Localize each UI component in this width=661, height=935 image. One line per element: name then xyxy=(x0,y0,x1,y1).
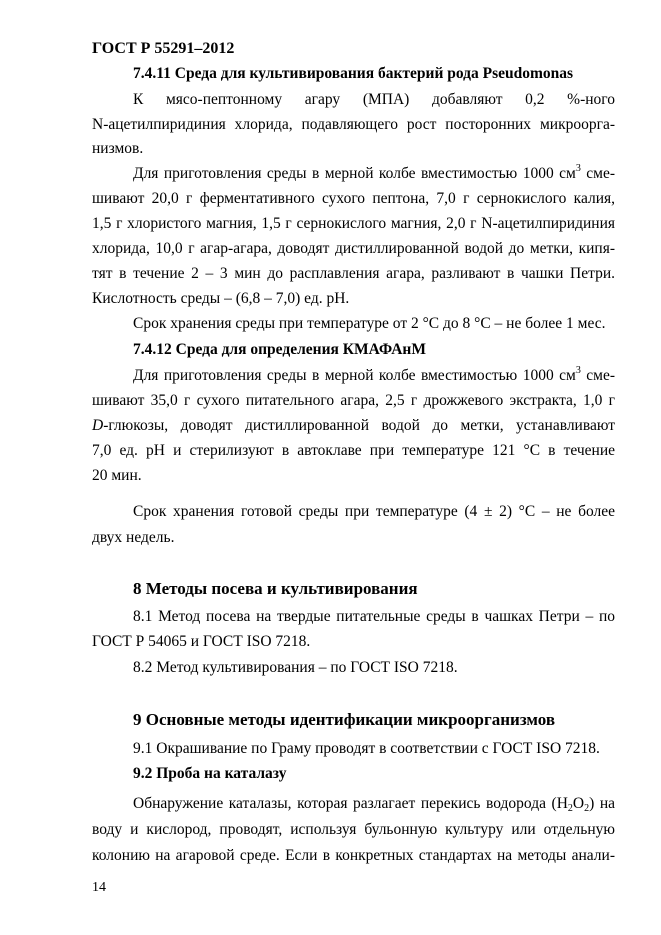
paragraph-line: ГОСТ Р 54065 и ГОСТ ISO 7218. xyxy=(92,633,311,650)
text-span: сме- xyxy=(580,165,615,182)
text-span: Обнаружение каталазы, которая разлагает перекись водорода (Н xyxy=(133,795,568,812)
text-span: Для приготовления среды в мерной колбе вместимостью 1000 см xyxy=(133,165,576,182)
paragraph-line: К мясо-пептонному агару (МПА) добавляют 0,2 %-ного xyxy=(133,91,615,108)
paragraph-line: 8.2 Метод культивирования – по ГОСТ ISO 7218. xyxy=(133,659,458,676)
paragraph-line: 7,0 ед. рН и стерилизуют в автоклаве при температуре 121 °С в течение xyxy=(92,442,615,459)
paragraph-line: 8.1 Метод посева на твердые питательные среды в чашках Петри – по xyxy=(133,608,615,625)
paragraph-line xyxy=(133,164,615,184)
text-span: ) на xyxy=(589,795,615,812)
section-heading-8: 8 Методы посева и культивирования xyxy=(133,579,418,598)
paragraph-line: 1,5 г хлористого магния, 1,5 г сернокислого магния, 2,0 г N-ацетилпиридиния xyxy=(92,215,615,232)
paragraph-line: колонию на агаровой среде. Если в конкретных стандартах на методы анали- xyxy=(92,847,615,864)
paragraph-line: Срок хранения среды при температуре от 2 °С до 8 °С – не более 1 мес. xyxy=(133,315,606,332)
italic-text: D xyxy=(92,417,104,434)
paragraph-line: шивают 35,0 г сухого питательного агара, 2,5 г дрожжевого экстракта, 1,0 г xyxy=(92,392,615,409)
paragraph-line: воду и кислород, проводят, используя бульонную культуру или отдельную xyxy=(92,821,615,838)
section-heading-7-4-11: 7.4.11 Среда для культивирования бактерий рода Pseudomonas xyxy=(133,65,574,82)
section-heading-9: 9 Основные методы идентификации микроорганизмов xyxy=(133,710,556,729)
paragraph-line: Срок хранения готовой среды при температуре (4 ± 2) °С – не более xyxy=(133,503,615,520)
page-number: 14 xyxy=(92,880,106,895)
subscript: 2 xyxy=(567,803,573,814)
paragraph-line xyxy=(133,366,615,386)
paragraph-line: 9.1 Окрашивание по Граму проводят в соответствии с ГОСТ ISO 7218. xyxy=(133,740,600,757)
paragraph-line: N-ацетилпиридиния хлорида, подавляющего рост посторонних микроорга- xyxy=(92,116,615,133)
paragraph-line: хлорида, 10,0 г агар-агара, доводят дистиллированной водой до метки, кипя- xyxy=(92,240,615,257)
text-span: О xyxy=(572,795,585,812)
subscript: 2 xyxy=(584,803,590,814)
document-header: ГОСТ Р 55291–2012 xyxy=(92,40,235,57)
text-span: Для приготовления среды в мерной колбе вместимостью 1000 см xyxy=(133,367,576,384)
text-span: сме- xyxy=(580,367,615,384)
subsection-heading-9-2: 9.2 Проба на каталазу xyxy=(133,765,287,782)
section-heading-7-4-12: 7.4.12 Среда для определения КМАФАнМ xyxy=(133,341,426,358)
paragraph-line: шивают 20,0 г ферментативного сухого пептона, 7,0 г сернокислого калия, xyxy=(92,190,615,207)
paragraph-line: низмов. xyxy=(92,140,144,157)
text-span: -глюкозы, доводят дистиллированной водой до метки, устанавливают xyxy=(103,417,615,434)
superscript: 3 xyxy=(575,365,581,376)
paragraph-line xyxy=(92,416,615,436)
superscript: 3 xyxy=(575,163,581,174)
paragraph-line: двух недель. xyxy=(92,529,175,546)
paragraph-line: Кислотность среды – (6,8 – 7,0) ед. рН. xyxy=(92,290,350,307)
paragraph-line: 20 мин. xyxy=(92,467,142,484)
paragraph-line: тят в течение 2 – 3 мин до расплавления агара, разливают в чашки Петри. xyxy=(92,265,615,282)
paragraph-line xyxy=(133,794,615,814)
